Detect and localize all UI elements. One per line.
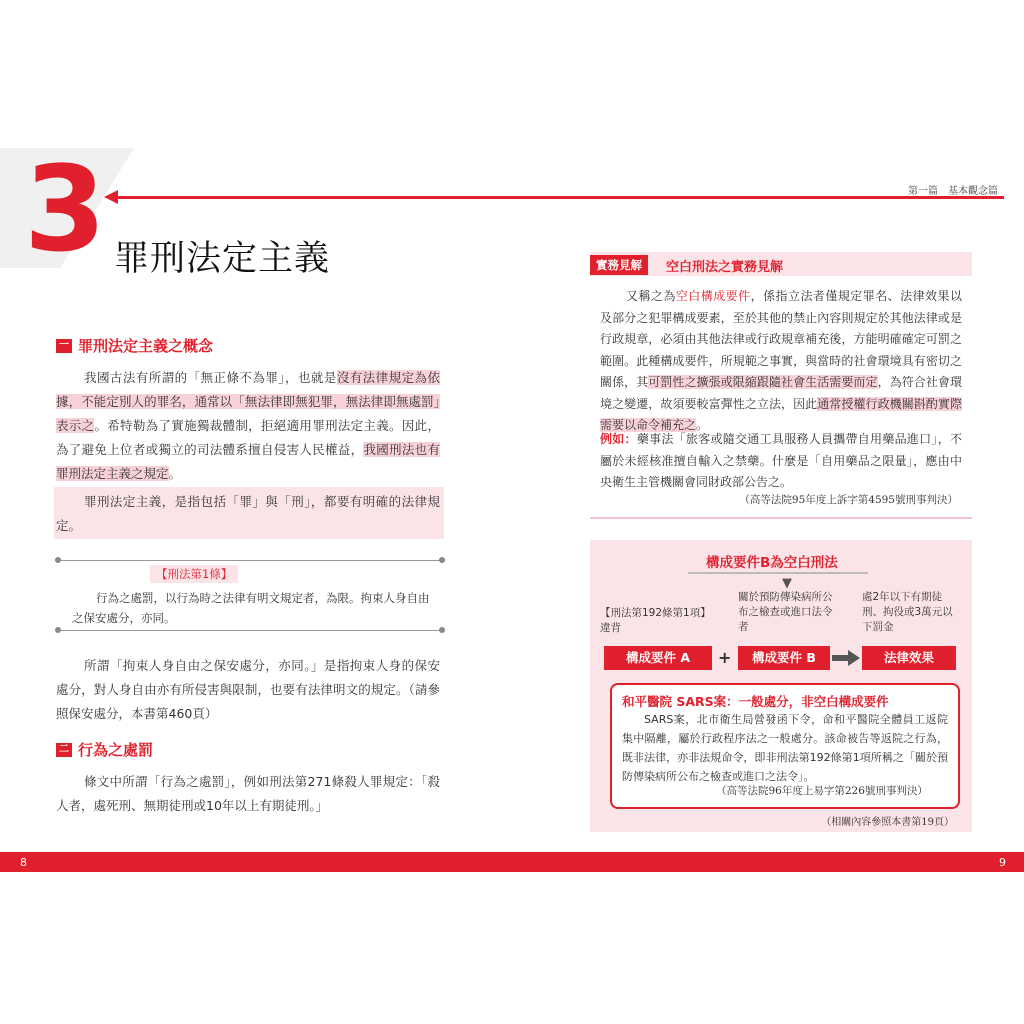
sars-text: SARS案，北市衛生局營發函下令，命和平醫院全體員工返院集中隔離，屬於行政程序法之一般處分。該命被告等返院之行為，既非法律，亦非法規命令，即非刑法第192條第1項所稱之「關於預防傳染病所公布之檢查或進口之法令」。 [622, 713, 948, 783]
right-arrow-icon [832, 650, 860, 666]
text-run: ，係指立法者僅規定罪名、法律效果以及部分之犯罪構成要素，至於其他的禁止內容則規定於其他法律或是行政規章，必須由其他法律或行政規章補充後，方能明確確定可罰之範圍。此種構成要件，所規範之事實，與當時的社會環境具有密切之關係，其 [600, 289, 962, 389]
page-number-right: 9 [999, 856, 1006, 869]
legal-effect-box: 法律效果 [862, 646, 956, 670]
dot-icon [55, 557, 61, 563]
chapter-title: 罪刑法定主義 [114, 239, 331, 279]
text-run: 。希特勒為了實施獨裁體制，拒絕適用罪刑法定主義。因此，為了避免上位者或獨立的司法體系擅自侵害人民權益， [56, 418, 440, 457]
running-head: 第一篇 基本觀念篇 [908, 186, 998, 197]
footer-bar [0, 852, 1024, 872]
law-title: 【刑法第1條】 [150, 565, 238, 583]
citation: （高等法院95年度上訴字第4595號刑事判決） [739, 494, 958, 506]
example-text: 藥事法「旅客或隨交通工具服務人員攜帶自用藥品進口」，不屬於未經核准擅自輸入之禁藥。什麼是「自用藥品之限量」，應由中央衛生主管機關會同財政部公告之。 [600, 432, 962, 489]
diagram-title-underline [688, 572, 868, 574]
section-heading-1 [56, 335, 213, 356]
highlighted-text: 通常授權行政機關斟酌實際需要以命令補充之 [600, 396, 962, 432]
sars-title: 和平醫院 SARS案：一般處分，非空白構成要件 [622, 694, 889, 709]
label-b: 關於預防傳染病所公布之檢查或進口法令者 [738, 591, 833, 633]
section-number: 二 [56, 743, 72, 757]
example-label: 例如： [600, 432, 637, 446]
divider [58, 630, 442, 631]
red-term: 空白構成要件 [675, 289, 751, 303]
reference-note: （相關內容參照本書第19頁） [821, 817, 954, 828]
highlighted-text: 可罰性之擴張或限縮跟隨社會生活需要而定 [648, 375, 878, 389]
plus-sign: + [718, 648, 732, 667]
practice-tag: 實務見解 [590, 255, 648, 275]
section-title: 罪刑法定主義之概念 [78, 337, 214, 355]
label-a: 【刑法第192條第1項】違背 [600, 607, 711, 634]
dot-icon [55, 627, 61, 633]
paragraph [56, 366, 440, 486]
highlighted-text: 我國刑法也有罪刑法定主義之規定 [56, 442, 440, 481]
law-text: 行為之處罰，以行為時之法律有明文規定者，為限。拘束人身自由之保安處分，亦同。 [72, 591, 430, 625]
dot-icon [439, 627, 445, 633]
sars-citation: （高等法院96年度上易字第226號刑事判決） [716, 785, 928, 797]
down-arrow-icon: ▼ [782, 576, 792, 591]
section-title: 行為之處罰 [78, 741, 154, 759]
practice-title: 空白刑法之實務見解 [666, 260, 784, 275]
divider [590, 517, 972, 519]
example-paragraph [600, 429, 962, 494]
divider [58, 560, 442, 561]
definition-text: 罪刑法定主義，是指包括「罪」與「刑」，都要有明確的法律規定。 [56, 494, 440, 533]
text-run: 我國古法有所謂的「無正條不為罪」，也就是 [84, 370, 337, 385]
dot-icon [439, 557, 445, 563]
text-run: 。 [696, 418, 709, 432]
chapter-number: 3 [24, 140, 107, 278]
section-number: 一 [56, 339, 72, 353]
header-rule [114, 196, 1004, 199]
text-run: 又稱之為 [626, 289, 676, 303]
label-c: 處2年以下有期徒刑、拘役或3萬元以下罰金 [862, 591, 953, 633]
paragraph: 條文中所謂「行為之處罰」，例如刑法第271條殺人罪規定：「殺人者，處死刑、無期徒刑或10年以上有期徒刑。」 [56, 774, 440, 813]
highlighted-text: 沒有法律規定為依據，不能定別人的罪名，通常以「無法律即無犯罪，無法律即無處罰」表示之 [56, 370, 440, 433]
text-run: 。 [168, 466, 182, 481]
section-heading-2 [56, 739, 153, 760]
paragraph: 所謂「拘束人身自由之保安處分，亦同。」是指拘束人身的保安處分，對人身自由亦有所侵害與限制，也要有法律明文的規定。（請參照保安處分，本書第460頁） [56, 658, 440, 721]
element-b-box: 構成要件 B [738, 646, 830, 670]
practice-paragraph [600, 286, 962, 437]
page-number-left: 8 [20, 856, 27, 869]
text-run: ，為符合社會環境之變遷，故須要較富彈性之立法，因此 [600, 375, 962, 411]
element-a-box: 構成要件 A [604, 646, 712, 670]
diagram-title: 構成要件B為空白刑法 [706, 555, 838, 571]
